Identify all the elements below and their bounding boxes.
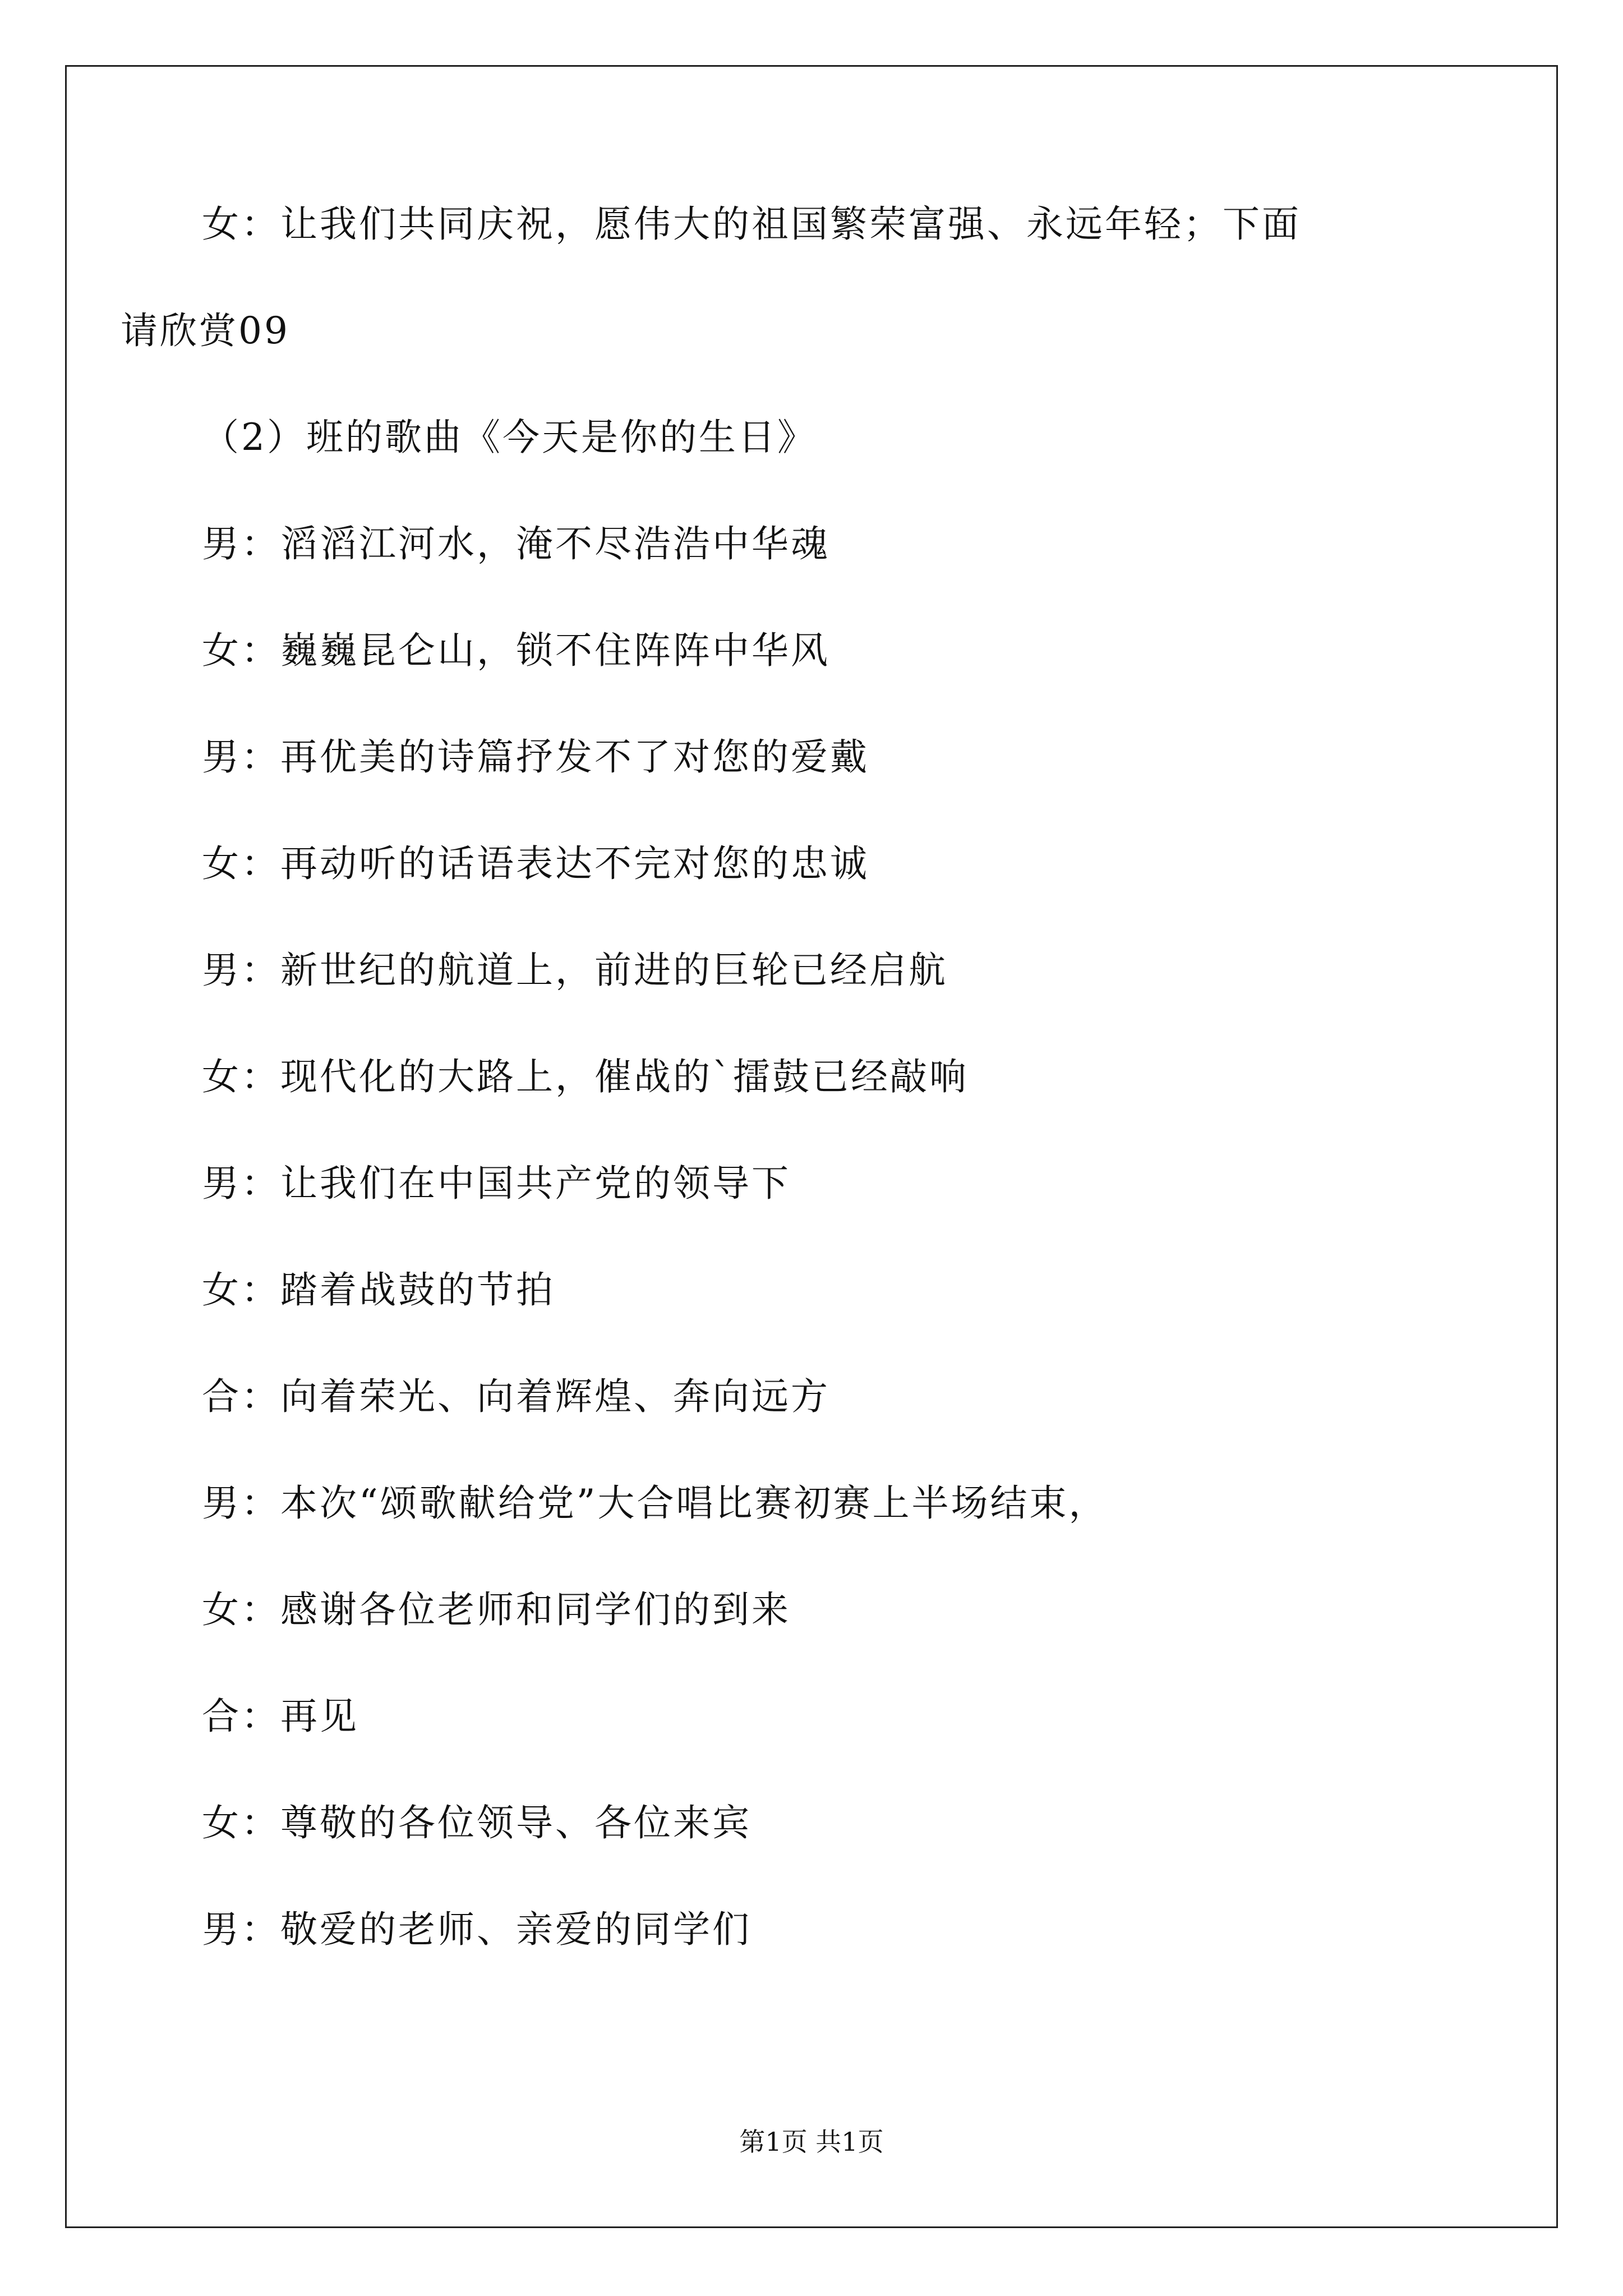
paragraph-6: 女：再动听的话语表达不完对您的忠诚 — [202, 842, 869, 885]
paragraph-line-continued: 请欣赏09 — [121, 309, 290, 352]
paragraph-line: 女：让我们共同庆祝，愿伟大的祖国繁荣富强、永远年轻；下面 — [202, 203, 1301, 246]
paragraph-16: 男：敬爱的老师、亲爱的同学们 — [202, 1908, 751, 1951]
paragraph-7: 男：新世纪的航道上，前进的巨轮已经启航 — [202, 949, 948, 992]
page-footer: 第1页 共1页 — [739, 2127, 884, 2157]
paragraph-5: 男：再优美的诗篇抒发不了对您的爱戴 — [202, 735, 869, 779]
paragraph-10: 女：踏着战鼓的节拍 — [202, 1268, 555, 1312]
paragraph-15: 女：尊敬的各位领导、各位来宾 — [202, 1801, 751, 1844]
paragraph-8: 女：现代化的大路上，催战的`擂鼓已经敲响 — [202, 1055, 969, 1098]
paragraph-4: 女：巍巍昆仑山，锁不住阵阵中华风 — [202, 629, 830, 672]
paragraph-3: 男：滔滔江河水，淹不尽浩浩中华魂 — [202, 522, 830, 565]
paragraph-1 — [121, 196, 1458, 359]
document-body — [121, 196, 1458, 1958]
paragraph-14: 合：再见 — [202, 1695, 359, 1738]
paragraph-13: 女：感谢各位老师和同学们的到来 — [202, 1588, 791, 1631]
paragraph-9: 男：让我们在中国共产党的领导下 — [202, 1162, 791, 1205]
paragraph-2: （2）班的歌曲《今天是你的生日》 — [202, 416, 817, 459]
paragraph-11: 合：向着荣光、向着辉煌、奔向远方 — [202, 1375, 830, 1418]
paragraph-12: 男：本次“颂歌献给党”大合唱比赛初赛上半场结束， — [202, 1481, 1108, 1525]
